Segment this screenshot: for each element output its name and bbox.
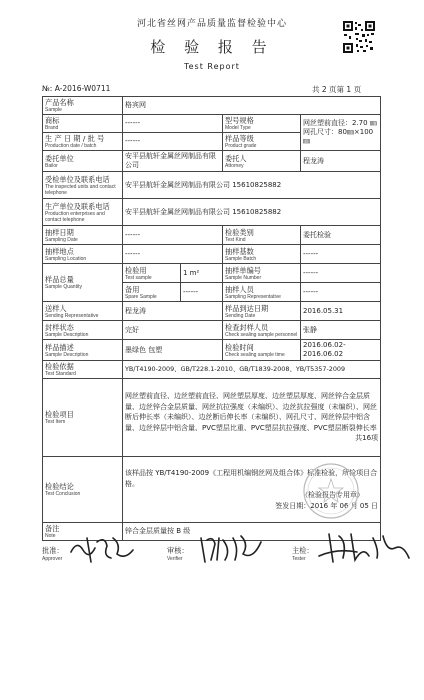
label-sample-number: 抽样单编号 Sample Number [223, 264, 301, 283]
value-note: 锌合金层质量按 B 级 [123, 523, 381, 541]
conclusion-issue-date: 签发日期：2016 年 06 月 05 日 [275, 501, 379, 510]
value-test-items [123, 379, 381, 457]
verifier-signature-icon [197, 530, 267, 568]
value-attorney: 程龙涛 [301, 151, 381, 172]
value-sample-name: 格宾网 [123, 97, 381, 115]
label-attorney: 委托人 Attorney [223, 151, 301, 172]
value-sample-batch: ------ [301, 245, 381, 264]
label-test-items: 检验项目 Test Item [43, 379, 123, 457]
label-spare-sample: 备用 Spare Sample [123, 283, 181, 302]
page-count: 共 2 页第 1 页 [312, 85, 362, 94]
label-standard: 检验依据 Test Standard [43, 361, 123, 379]
label-sample-name: 产品名称 Sample [43, 97, 123, 115]
label-note: 备注 Note [43, 523, 123, 541]
value-producer: 安平县航轩金属丝网制品有限公司 15610825882 [123, 199, 381, 226]
tester-signature-icon [317, 528, 412, 568]
label-check-period: 检验时间 Check sealing sample time [223, 340, 301, 361]
conclusion-stamp-text: （检验报告专用章） [301, 490, 365, 499]
value-model: 网丝塑前直径：2.70 ㎜ 网孔尺寸：80㎜×100㎜ [301, 115, 381, 151]
value-seal-checker: 张静 [301, 321, 381, 340]
label-sending-date: 样品到达日期 Sending Date [223, 302, 301, 321]
test-items-text: 网丝塑前直径、边丝塑前直径、网丝塑层厚度、边丝塑层厚度、网丝锌合金层质量、边丝锌合金层质量、网丝抗拉强度（未编织）、边丝抗拉强度（未编织）、网丝断后伸长率（未编织）、边丝断后伸长率（未编织）、网孔尺寸、网丝锌层中铝含量、边丝锌层中铝含量、PVC塑层比重、PVC塑层抗拉强度、PVC塑层断裂伸长率 [125, 392, 377, 432]
label-grade: 样品等级 Product grade [223, 133, 301, 151]
tester-label: 主检： Tester [292, 546, 314, 562]
report-sheet [12, 6, 412, 590]
value-seal-status: 完好 [123, 321, 223, 340]
value-test-sample: 1 m² [181, 264, 223, 283]
label-sender: 送样人 Sending Representative [43, 302, 123, 321]
label-seal-status: 封样状态 Sample Description [43, 321, 123, 340]
approver-label: 批准： Approver [42, 546, 64, 562]
label-seal-checker: 检查封样人员 Check sealing sample personnel [223, 321, 301, 340]
value-sample-number: ------ [301, 264, 381, 283]
inspection-seal-icon [300, 461, 362, 521]
org-name: 河北省丝网产品质量监督检验中心 [136, 19, 287, 29]
value-sample-description: 墨绿色 包塑 [123, 340, 223, 361]
label-test-sample: 检验用 Test sample [123, 264, 181, 283]
conclusion-text: 该样品按 YB/T4190-2009《工程用机编钢丝网及组合体》标准检验，所检项目合格。 [125, 468, 378, 488]
verifier-label: 审核： Verifier [167, 546, 189, 562]
value-conclusion [123, 457, 381, 523]
value-prod-date: ------ [123, 133, 223, 151]
report-title: 检 验 报 告 [150, 38, 274, 56]
label-bailor: 委托单位 Bailor [43, 151, 123, 172]
value-sender: 程龙涛 [123, 302, 223, 321]
report-title-en: Test Report [184, 62, 240, 71]
label-brand: 商标 Brand [43, 115, 123, 133]
qr-code-icon [342, 20, 376, 54]
label-sampling-location: 抽样地点 Sampling Location [43, 245, 123, 264]
report-table [42, 96, 381, 541]
value-inspected: 安平县航轩金属丝网制品有限公司 15610825882 [123, 172, 381, 199]
label-model: 型号规格 Model Type [223, 115, 301, 133]
label-test-kind: 检验类别 Test Kind [223, 226, 301, 245]
value-spare-sample: ------ [181, 283, 223, 302]
value-sending-date: 2016.05.31 [301, 302, 381, 321]
label-sample-quantity: 样品总量 Sample Quantity [43, 264, 123, 302]
label-inspected: 受检单位及联系电话 The inspected units and contact telephone [43, 172, 123, 199]
report-number: №: A-2016-W0711 [42, 84, 111, 93]
label-sampler: 抽样人员 Sampling Representative [223, 283, 301, 302]
value-sampling-location: ------ [123, 245, 223, 264]
value-check-period: 2016.06.02-2016.06.02 [301, 340, 381, 361]
test-items-count: 共16项 [355, 434, 379, 443]
value-standard: YB/T4190-2009、GB/T228.1-2010、GB/T1839-2008、YB/T5357-2009 [123, 361, 381, 379]
value-brand: ------ [123, 115, 223, 133]
value-sampling-date: ------ [123, 226, 223, 245]
value-sampler: ------ [301, 283, 381, 302]
label-producer: 生产单位及联系电话 Production enterprises and contact telephone [43, 199, 123, 226]
label-prod-date: 生 产 日 期 / 批 号 Production date / batch [43, 133, 123, 151]
label-sample-batch: 抽样基数 Sample Batch [223, 245, 301, 264]
label-conclusion: 检验结论 Test Conclusion [43, 457, 123, 523]
label-sample-description: 样品描述 Sample Description [43, 340, 123, 361]
label-sampling-date: 抽样日期 Sampling Date [43, 226, 123, 245]
value-test-kind: 委托检验 [301, 226, 381, 245]
value-bailor: 安平县航轩金属丝网制品有限公司 [123, 151, 223, 172]
approver-signature-icon [67, 530, 137, 568]
